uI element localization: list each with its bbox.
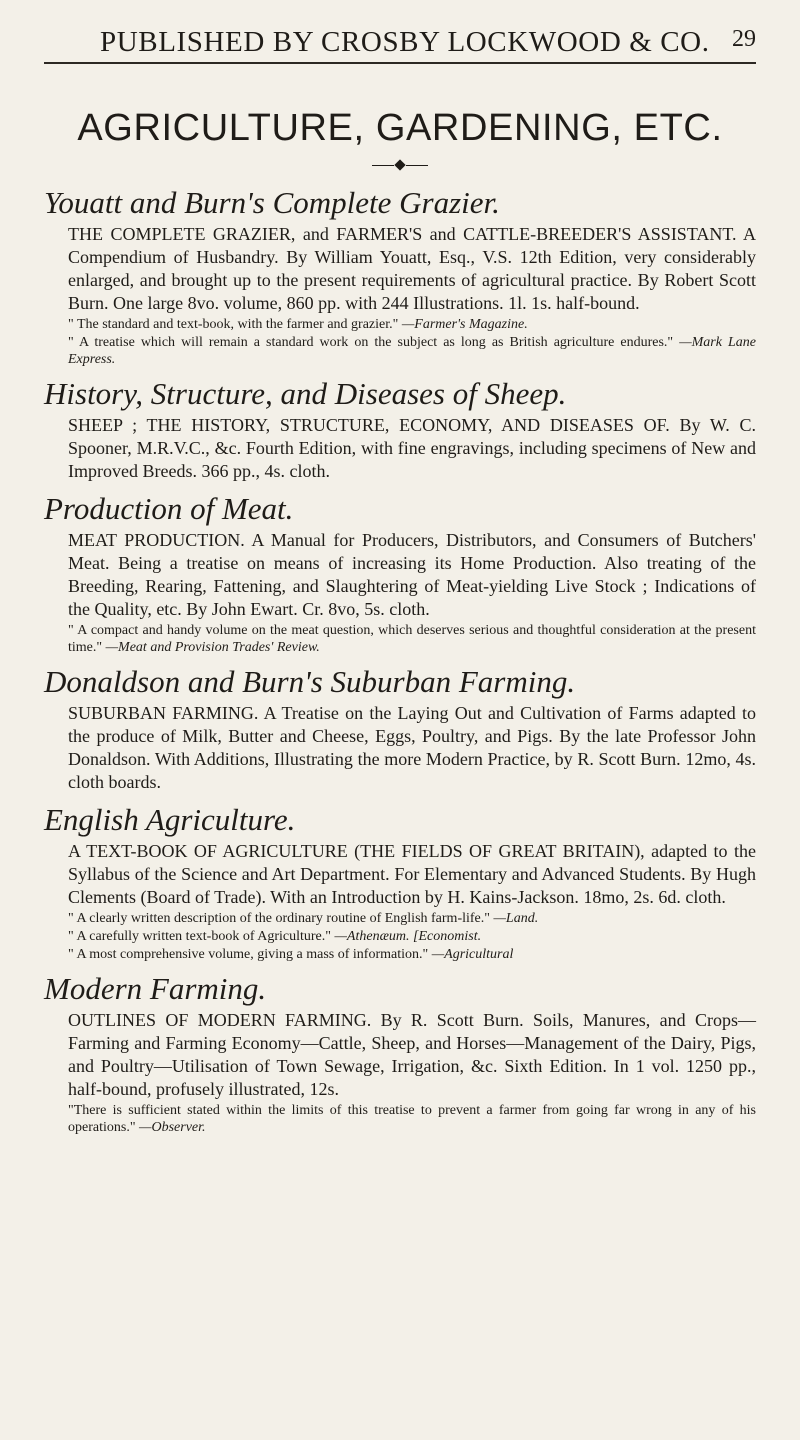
book-details [68,702,756,794]
book-entry-complete-grazier [44,183,756,368]
review-line [68,946,756,963]
section-title: AGRICULTURE, GARDENING, ETC. [77,107,723,149]
book-details [68,529,756,656]
review-line [68,622,756,656]
book-details [68,1009,756,1136]
book-entry-modern-farming [44,969,756,1136]
book-title: Youatt and Burn's Complete Grazier. [44,185,500,220]
book-title: English Agriculture. [44,802,296,837]
book-entry-meat-production [44,489,756,656]
review-source: —Meat and Provision Trades' Review. [105,640,320,655]
book-details [68,840,756,963]
review-source: —Observer. [139,1120,206,1135]
book-description: SHEEP ; THE HISTORY, STRUCTURE, ECONOMY, AND DISEASES OF. By W. C. Spooner, M.R.V.C., &c. Fourth Edition, with fine engravings, including specimens of New and Improved Breeds. 366 pp., 4s. cloth. [68,415,756,481]
review-source: —Farmer's Magazine. [401,317,528,332]
page-number: 29 [732,26,756,52]
diamond-icon [394,159,405,170]
review-line [68,334,756,368]
book-description: SUBURBAN FARMING. A Treatise on the Laying Out and Cultivation of Farms adapted to the produce of Milk, Butter and Cheese, Eggs, Poultry, and Pigs. By the late Professor John Donaldson. With Additions, Illustrating the more Modern Practice, by R. Scott Burn. 12mo, 4s. cloth boards. [68,703,756,792]
review-line [68,910,756,927]
book-details [68,414,756,483]
review-quote: " The standard and text-book, with the farmer and grazier." [68,317,399,332]
book-title: Production of Meat. [44,491,294,526]
book-entry-english-agriculture [44,800,756,963]
book-description: THE COMPLETE GRAZIER, and FARMER'S and CATTLE-BREEDER'S ASSISTANT. A Compendium of Husbandry. By William Youatt, Esq., V.S. 12th Edition, very considerably enlarged, and brought up to the present requirements of agricultural practice. By Robert Scott Burn. One large 8vo. volume, 860 pp. with 244 Illustrations. 1l. 1s. half-bound. [68,224,756,313]
review-line [68,1102,756,1136]
book-description: A TEXT-BOOK OF AGRICULTURE (THE FIELDS OF GREAT BRITAIN), adapted to the Syllabus of the Science and Art Department. For Elementary and Advanced Students. By Hugh Clements (Board of Trade). With an Introduction by H. Kains-Jackson. 18mo, 2s. 6d. cloth. [68,841,756,907]
review-source: —Athenæum. [Economist. [334,929,482,944]
book-title: History, Structure, and Diseases of Sheep. [44,376,567,411]
review-quote: " A clearly written description of the ordinary routine of English farm-life." [68,911,490,926]
review-quote: " A carefully written text-book of Agriculture." [68,929,331,944]
book-description: OUTLINES OF MODERN FARMING. By R. Scott Burn. Soils, Manures, and Crops—Farming and Farming Economy—Cattle, Sheep, and Horses—Management of the Dairy, Pigs, and Poultry—Utilisation of Town Sewage, Irrigation, &c. Sixth Edition. In 1 vol. 1250 pp., half-bound, profusely illustrated, 12s. [68,1010,756,1099]
review-quote: " A compact and handy volume on the meat question, which deserves serious and thoughtful consideration at the present time." [68,623,756,655]
page-header [44,22,756,64]
review-line [68,928,756,945]
book-entry-suburban-farming [44,662,756,794]
review-source: —Agricultural [431,947,514,962]
review-quote: " A treatise which will remain a standard work on the subject as long as British agriculture endures." [68,335,674,350]
review-source: —Mark Lane Express. [68,335,756,367]
book-title: Donaldson and Burn's Suburban Farming. [44,664,576,699]
book-title: Modern Farming. [44,971,267,1006]
review-quote: " A most comprehensive volume, giving a mass of information." [68,947,429,962]
book-details [68,223,756,368]
book-entry-sheep [44,374,756,483]
ornament-divider [372,157,428,175]
review-line [68,316,756,333]
publisher-heading: PUBLISHED BY CROSBY LOCKWOOD & CO. [100,26,710,58]
book-description: MEAT PRODUCTION. A Manual for Producers, Distributors, and Consumers of Butchers' Meat. Being a treatise on means of increasing its Home Production. Also treating of the Breeding, Rearing, Fattening, and Slaughtering of Meat-yielding Live Stock ; Indications of the Quality, etc. By John Ewart. Cr. 8vo, 5s. cloth. [68,530,756,619]
review-source: —Land. [493,911,539,926]
review-quote: "There is sufficient stated within the limits of this treatise to prevent a farmer from going far wrong in any of his operations." [68,1103,756,1135]
